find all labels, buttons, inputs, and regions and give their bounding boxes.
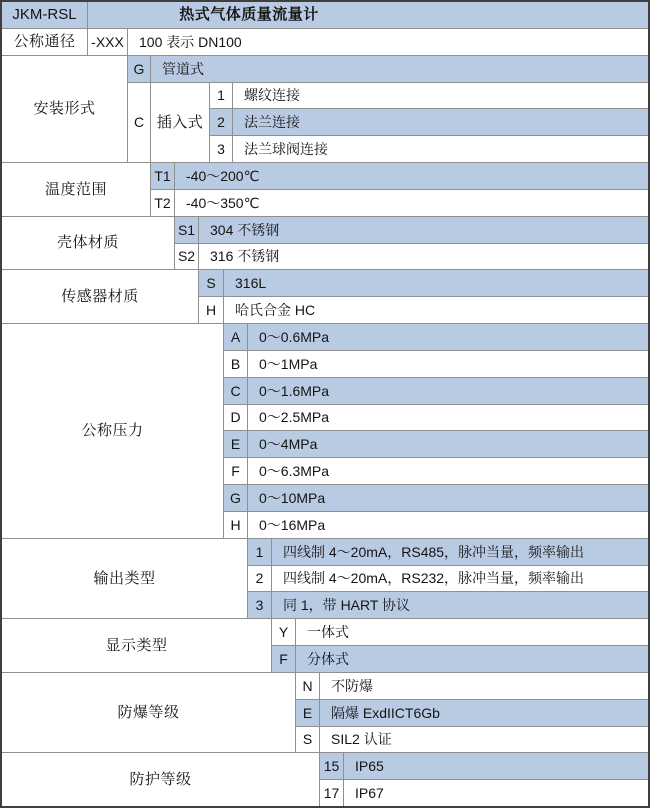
- option-code: N: [296, 673, 319, 699]
- option-value: 隔爆 ExdIICT6Gb: [320, 700, 648, 726]
- option-value: IP67: [344, 780, 648, 806]
- option-code: Y: [272, 619, 295, 645]
- suboption-code: 3: [210, 136, 232, 162]
- option-code: G: [224, 485, 247, 511]
- section-label: 公称通径: [2, 29, 87, 55]
- option-code: B: [224, 351, 247, 377]
- option-value: 0～2.5MPa: [248, 405, 648, 431]
- suboption-value: 法兰球阀连接: [233, 136, 648, 162]
- section-label: 公称压力: [2, 324, 223, 538]
- option-code: 15: [320, 753, 343, 779]
- option-code: T2: [151, 190, 174, 216]
- suboption-code: 2: [210, 109, 232, 135]
- model-code: JKM-RSL: [2, 2, 87, 28]
- suboption-code: 1: [210, 83, 232, 109]
- option-code: A: [224, 324, 247, 350]
- option-value: IP65: [344, 753, 648, 779]
- option-code: S2: [175, 244, 198, 270]
- option-value: 分体式: [296, 646, 648, 672]
- option-code: E: [296, 700, 319, 726]
- option-code: T1: [151, 163, 174, 189]
- option-code: G: [128, 56, 150, 82]
- suboption-value: 法兰连接: [233, 109, 648, 135]
- option-code: 2: [248, 566, 271, 592]
- option-value: 0～4MPa: [248, 431, 648, 457]
- section-label: 显示类型: [2, 619, 271, 672]
- option-value: 管道式: [151, 56, 648, 82]
- suboption-value: 螺纹连接: [233, 83, 648, 109]
- option-code: F: [224, 458, 247, 484]
- option-code: H: [199, 297, 223, 323]
- option-code: 3: [248, 592, 271, 618]
- option-value: 0～6.3MPa: [248, 458, 648, 484]
- section-label: 温度范围: [2, 163, 150, 216]
- option-value: 一体式: [296, 619, 648, 645]
- option-code: -XXX: [88, 29, 127, 55]
- option-value: 0～1MPa: [248, 351, 648, 377]
- option-value: 0～0.6MPa: [248, 324, 648, 350]
- section-label: 安装形式: [2, 56, 127, 162]
- option-value: SIL2 认证: [320, 727, 648, 753]
- option-value: 插入式: [151, 83, 209, 163]
- option-code: D: [224, 405, 247, 431]
- option-code: F: [272, 646, 295, 672]
- option-value: -40～200℃: [175, 163, 648, 189]
- section-label: 防爆等级: [2, 673, 295, 753]
- option-code: C: [128, 83, 150, 163]
- option-code: 17: [320, 780, 343, 806]
- option-value: 304 不锈钢: [199, 217, 648, 243]
- option-code: S: [199, 270, 223, 296]
- option-code: C: [224, 378, 247, 404]
- option-value: 四线制 4～20mA，RS232，脉冲当量，频率输出: [272, 566, 648, 592]
- section-label: 输出类型: [2, 539, 247, 619]
- option-value: 四线制 4～20mA，RS485，脉冲当量，频率输出: [272, 539, 648, 565]
- option-value: -40～350℃: [175, 190, 648, 216]
- section-label: 防护等级: [2, 753, 319, 806]
- option-value: 同 1，带 HART 协议: [272, 592, 648, 618]
- option-code: S: [296, 727, 319, 753]
- section-label: 壳体材质: [2, 217, 174, 270]
- option-value: 0～10MPa: [248, 485, 648, 511]
- option-value: 0～1.6MPa: [248, 378, 648, 404]
- option-code: E: [224, 431, 247, 457]
- option-value: 哈氏合金 HC: [224, 297, 648, 323]
- option-value: 316 不锈钢: [199, 244, 648, 270]
- section-label: 传感器材质: [2, 270, 198, 323]
- product-title: 热式气体质量流量计: [88, 2, 648, 28]
- option-value: 0～16MPa: [248, 512, 648, 538]
- option-code: S1: [175, 217, 198, 243]
- option-code: 1: [248, 539, 271, 565]
- option-value: 不防爆: [320, 673, 648, 699]
- option-code: H: [224, 512, 247, 538]
- option-value: 316L: [224, 270, 648, 296]
- option-value: 100 表示 DN100: [128, 29, 648, 55]
